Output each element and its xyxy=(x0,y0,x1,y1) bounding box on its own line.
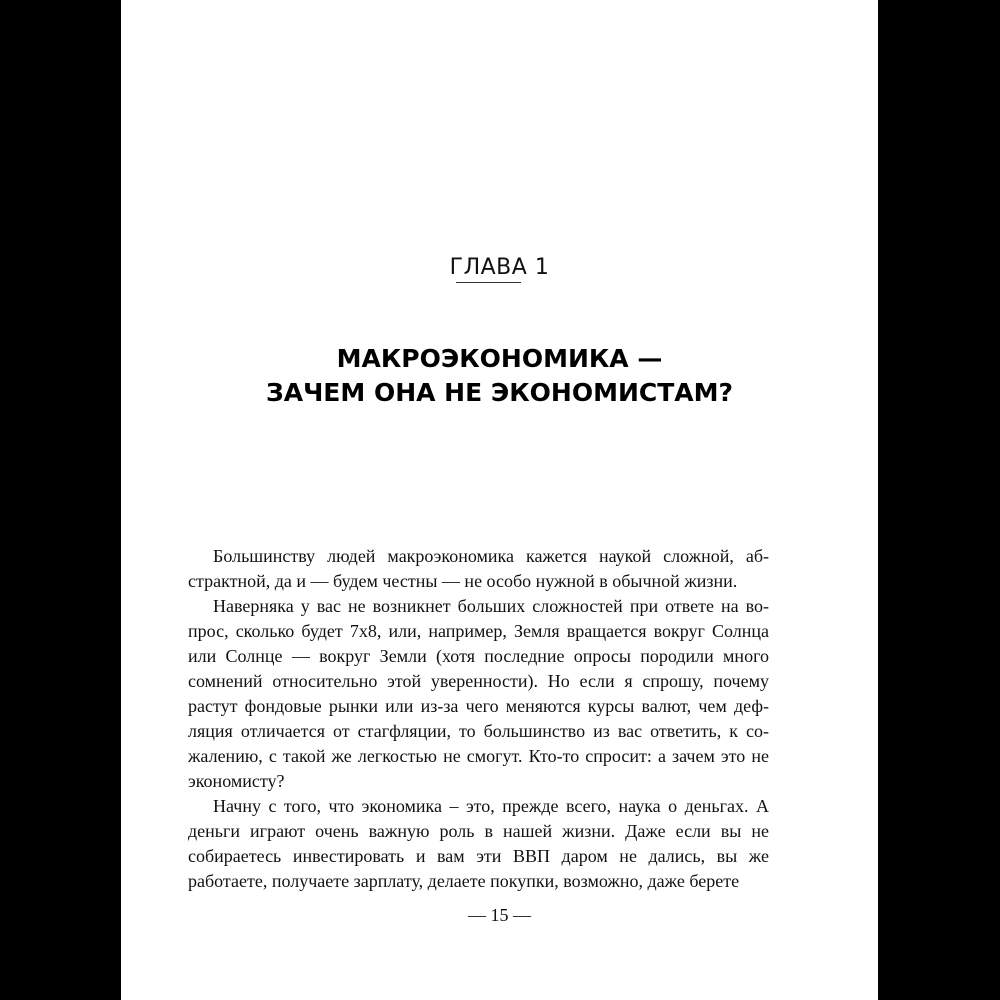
body-text xyxy=(188,544,769,894)
page-number: — 15 — xyxy=(468,905,531,925)
chapter-title-line: МАКРОЭКОНОМИКА — xyxy=(336,344,663,373)
body-paragraph: Наверняка у вас не возникнет больших сложностей при ответе на вопрос, сколько будет 7х8, или, например, Земля вращается вокруг Солнца или Солнце — вокруг Земли (хотя последние опросы породили много сомнений относительно этой уверенности). Но если я спрошу, почему растут фондовые рынки или из-за чего меняются курсы валют, чем дефляция отличается от стагфляции, то большинство из вас ответить, к сожалению, с такой же легкостью не смогут. Кто-то спросит: а зачем это не экономисту? xyxy=(188,596,769,791)
chapter-underline-rule xyxy=(456,282,521,283)
chapter-label: ГЛАВА 1 xyxy=(449,255,550,280)
body-paragraph: Большинству людей макроэкономика кажется наукой сложной, абстрактной, да и — будем честны — не особо нужной в обычной жизни. xyxy=(188,546,769,591)
chapter-title xyxy=(121,342,878,410)
book-page xyxy=(121,0,878,1000)
chapter-title-line: ЗАЧЕМ ОНА НЕ ЭКОНОМИСТАМ? xyxy=(265,378,734,407)
body-paragraph: Начну с того, что экономика – это, прежде всего, наука о деньгах. А деньги играют очень важную роль в нашей жизни. Даже если вы не собираетесь инвестировать и вам эти ВВП даром не дались, вы же работаете, получаете зарплату, делаете покупки, возможно, даже берете xyxy=(188,796,769,891)
